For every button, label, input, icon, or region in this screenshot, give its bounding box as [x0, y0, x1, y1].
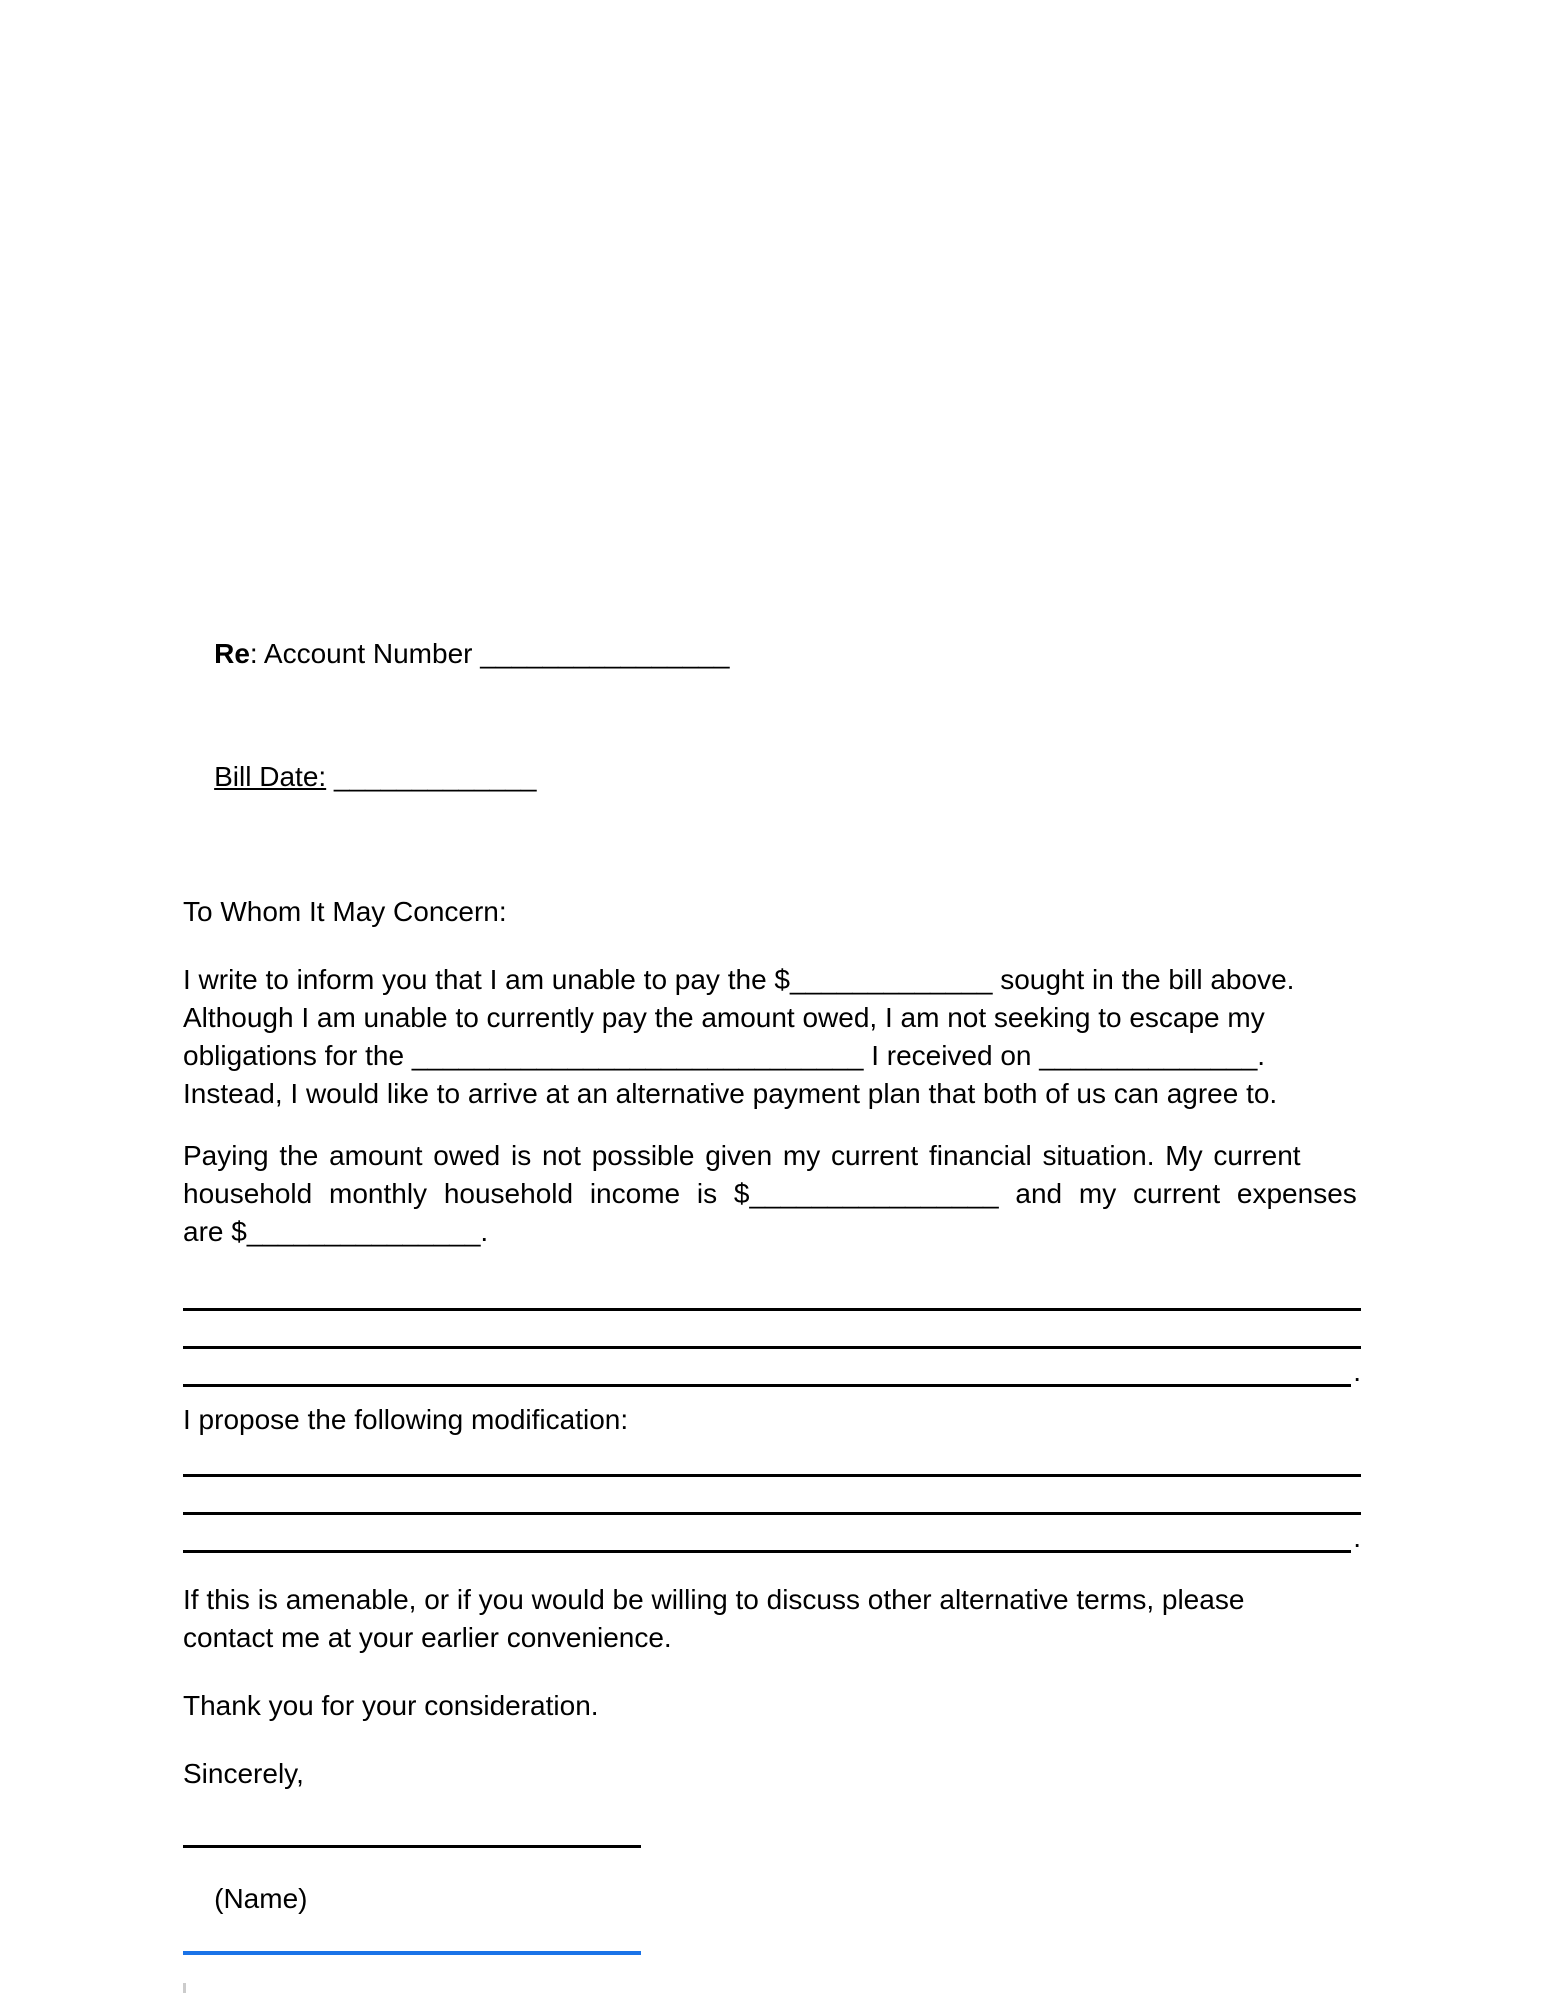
paragraph-line: household monthly household income is $________________ and my current expenses: [183, 1178, 1357, 1209]
re-label: Re: [214, 638, 250, 669]
bill-date-blank: _____________: [326, 761, 537, 792]
re-account-number-line: [183, 592, 1361, 715]
closing-line: Sincerely,: [183, 1758, 304, 1789]
blank-writing-line: [183, 1477, 1361, 1515]
name-placeholder: (Name): [214, 1883, 308, 1914]
paragraph-line: obligations for the _____________________________ I received on ______________.: [183, 1040, 1266, 1071]
propose-modification-line: I propose the following modification:: [183, 1404, 629, 1435]
re-account-number-text: : Account Number: [249, 638, 481, 669]
paragraph-line: Paying the amount owed is not possible given my current financial situation. My current: [183, 1140, 1301, 1171]
blank-writing-line-with-period: [183, 1349, 1361, 1387]
blank-writing-line: [183, 1515, 1351, 1553]
thank-you-line: Thank you for your consideration.: [183, 1690, 599, 1721]
salutation: To Whom It May Concern:: [183, 896, 507, 927]
blank-writing-line: [183, 1311, 1361, 1349]
paragraph-line: are $_______________.: [183, 1216, 489, 1247]
paragraph-line: I write to inform you that I am unable to pay the $_____________ sought in the bill above.: [183, 964, 1295, 995]
modification-blank-lines: [183, 1439, 1361, 1553]
account-number-blank: ________________: [480, 638, 730, 669]
paragraph-line: contact me at your earlier convenience.: [183, 1622, 672, 1653]
trailing-period: .: [1353, 1522, 1361, 1553]
blank-writing-line: [183, 1439, 1361, 1477]
paragraph-line: Instead, I would like to arrive at an alternative payment plan that both of us can agree to.: [183, 1078, 1278, 1109]
name-placeholder-line: [183, 1848, 641, 1955]
bill-date-label: Bill Date:: [214, 761, 327, 792]
blank-writing-line: [183, 1349, 1351, 1387]
trailing-period: .: [1353, 1356, 1361, 1387]
paragraph-unable-to-pay: [183, 961, 1361, 1113]
paragraph-amenable: [183, 1581, 1361, 1657]
explanation-blank-lines: [183, 1273, 1361, 1387]
paragraph-line: Although I am unable to currently pay the amount owed, I am not seeking to escape my: [183, 1002, 1265, 1033]
blank-writing-line: [183, 1273, 1361, 1311]
paragraph-financial-situation: [183, 1137, 1361, 1251]
paragraph-line: If this is amenable, or if you would be willing to discuss other alternative terms, please: [183, 1584, 1245, 1615]
blank-writing-line-with-period: [183, 1515, 1361, 1553]
bill-date-line: [183, 715, 1361, 838]
stray-mark: [183, 1983, 186, 1993]
